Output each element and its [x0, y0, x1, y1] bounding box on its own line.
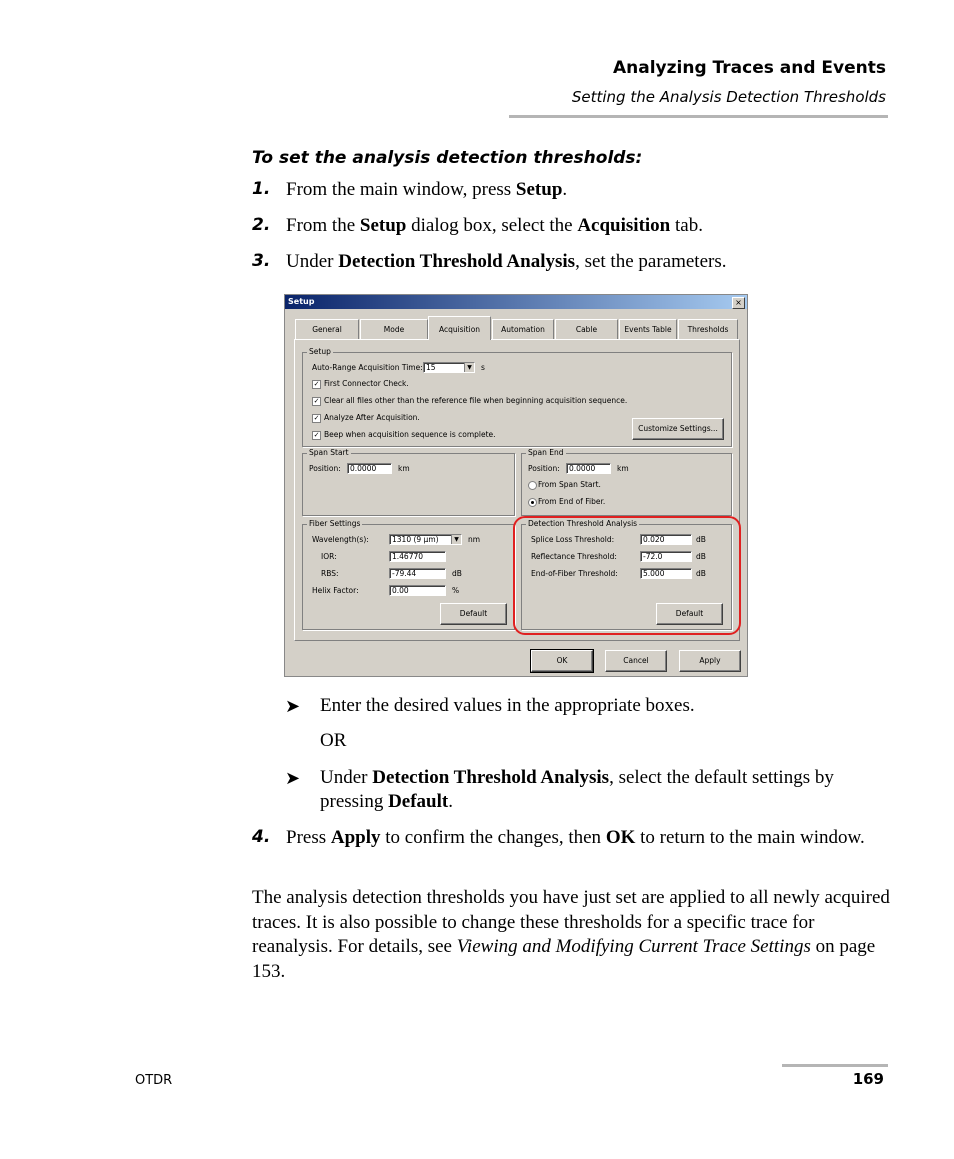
running-header-subtitle: Setting the Analysis Detection Thresholds — [571, 88, 886, 106]
step-bold: Setup — [515, 179, 563, 200]
step-text: , set the parameters. — [575, 251, 727, 272]
tab-automation[interactable]: Automation — [492, 319, 554, 339]
wavelength-select[interactable] — [389, 534, 462, 545]
body-paragraph — [252, 886, 892, 984]
tab-events-table[interactable]: Events Table — [619, 319, 677, 339]
position-label: Position: — [528, 464, 560, 473]
step-bold: OK — [605, 827, 636, 848]
ior-label: IOR: — [321, 552, 337, 561]
fiber-default-button[interactable]: Default — [440, 603, 507, 625]
group-label: Setup — [309, 347, 331, 356]
tab-acquisition[interactable]: Acquisition — [428, 316, 491, 340]
bullet-arrow-icon: ➤ — [285, 768, 301, 788]
step-text: to return to the main window. — [635, 827, 865, 848]
step-2 — [252, 214, 892, 238]
step-1 — [252, 178, 892, 202]
step-number: 1. — [252, 179, 271, 199]
checkbox-label: Beep when acquisition sequence is complete. — [324, 430, 496, 439]
step-4 — [252, 826, 892, 850]
dialog-title: Setup — [288, 297, 315, 306]
radio-from-end-of-fiber[interactable] — [528, 498, 537, 507]
paragraph-text: on page 153. — [252, 936, 876, 982]
group-label: Fiber Settings — [309, 519, 361, 528]
step-number: 3. — [252, 251, 271, 271]
page-number: 169 — [852, 1070, 884, 1088]
unit-label: nm — [468, 535, 481, 544]
paragraph-text: The analysis detection thresholds you have just set are applied to all newly acquired traces. It is also possible to change these thresholds for a specific trace for reanalysis. For details, see — [252, 887, 890, 957]
unit-label: dB — [696, 535, 706, 544]
checkbox-label: Clear all files other than the reference file when beginning acquisition sequence. — [324, 396, 628, 405]
unit-label: dB — [452, 569, 462, 578]
checkbox-beep[interactable]: ✓ — [313, 431, 320, 439]
fiber-settings-group — [302, 519, 515, 630]
splice-loss-label: Splice Loss Threshold: — [531, 535, 615, 544]
splice-loss-input[interactable]: 0.020 — [640, 534, 692, 545]
bullet-text: . — [448, 791, 453, 812]
tab-mode[interactable]: Mode — [360, 319, 428, 339]
rbs-input[interactable]: -79.44 — [389, 568, 446, 579]
unit-label: km — [398, 464, 410, 473]
apply-button[interactable]: Apply — [679, 650, 741, 672]
bullet-arrow-icon: ➤ — [285, 696, 301, 716]
radio-label: From End of Fiber. — [538, 497, 606, 506]
bullet-text: Enter the desired values in the appropriate boxes. — [320, 695, 695, 716]
bullet-item-1 — [285, 694, 890, 718]
end-of-fiber-input[interactable]: 5.000 — [640, 568, 692, 579]
bullet-bold: Default — [388, 791, 449, 812]
procedure-heading: To set the analysis detection thresholds: — [252, 148, 643, 168]
step-bold: Setup — [359, 215, 407, 236]
reflectance-label: Reflectance Threshold: — [531, 552, 617, 561]
tab-general[interactable]: General — [295, 319, 359, 339]
wavelength-value: 1310 (9 µm) — [392, 535, 439, 544]
wavelength-label: Wavelength(s): — [312, 535, 369, 544]
step-bold: Acquisition — [577, 215, 671, 236]
step-text: . — [562, 179, 568, 200]
step-3 — [252, 250, 892, 274]
header-rule — [509, 115, 888, 118]
chevron-down-icon: ▼ — [464, 363, 474, 372]
cross-reference-link[interactable]: Viewing and Modifying Current Trace Settings — [456, 936, 811, 957]
auto-range-label: Auto-Range Acquisition Time: — [312, 363, 423, 372]
customize-settings-button[interactable]: Customize Settings... — [632, 418, 724, 440]
checkbox-first-connector[interactable]: ✓ — [313, 380, 320, 388]
footer-rule — [782, 1064, 888, 1067]
checkbox-label: Analyze After Acquisition. — [324, 413, 420, 422]
bullet-text: Under — [320, 767, 373, 788]
span-start-position-input[interactable]: 0.0000 — [347, 463, 392, 474]
position-label: Position: — [309, 464, 341, 473]
step-text: tab. — [670, 215, 703, 236]
step-text: From the main window, press — [286, 179, 516, 200]
step-text: From the — [286, 215, 360, 236]
tab-thresholds[interactable]: Thresholds — [678, 319, 738, 339]
rbs-label: RBS: — [321, 569, 339, 578]
step-text: dialog box, select the — [406, 215, 578, 236]
unit-label: % — [452, 586, 460, 595]
radio-label: From Span Start. — [538, 480, 601, 489]
detection-highlight-outline — [513, 516, 741, 635]
detection-default-button[interactable]: Default — [656, 603, 723, 625]
step-bold: Apply — [330, 827, 381, 848]
setup-group — [302, 347, 732, 447]
checkbox-clear-files[interactable]: ✓ — [313, 397, 320, 405]
group-label: Span End — [528, 448, 564, 457]
chevron-down-icon: ▼ — [451, 535, 461, 544]
step-text: Under — [286, 251, 339, 272]
group-label: Detection Threshold Analysis — [528, 519, 638, 528]
bullet-bold: Detection Threshold Analysis — [372, 767, 610, 788]
checkbox-label: First Connector Check. — [324, 379, 409, 388]
close-icon[interactable]: × — [732, 297, 745, 309]
tab-cable[interactable]: Cable — [555, 319, 618, 339]
reflectance-input[interactable]: -72.0 — [640, 551, 692, 562]
radio-from-span-start[interactable] — [528, 481, 537, 490]
unit-label: dB — [696, 552, 706, 561]
bullet-item-2 — [285, 766, 890, 814]
ok-button[interactable]: OK — [531, 650, 593, 672]
or-separator: OR — [320, 730, 347, 751]
unit-label: dB — [696, 569, 706, 578]
setup-dialog — [284, 294, 748, 677]
span-start-group — [302, 448, 515, 516]
dialog-title-bar — [285, 295, 747, 309]
end-of-fiber-label: End-of-Fiber Threshold: — [531, 569, 618, 578]
group-label: Span Start — [309, 448, 349, 457]
cancel-button[interactable]: Cancel — [605, 650, 667, 672]
span-end-group — [521, 448, 732, 516]
running-header-title: Analyzing Traces and Events — [612, 58, 886, 78]
bullet-text: , select the default settings by pressing — [320, 767, 834, 812]
step-bold: Detection Threshold Analysis — [338, 251, 576, 272]
auto-range-unit: s — [481, 363, 485, 372]
span-end-position-input[interactable]: 0.0000 — [566, 463, 611, 474]
helix-factor-input[interactable]: 0.00 — [389, 585, 446, 596]
auto-range-select[interactable] — [423, 362, 475, 373]
auto-range-value: 15 — [426, 363, 436, 372]
ior-input[interactable]: 1.46770 — [389, 551, 446, 562]
helix-factor-label: Helix Factor: — [312, 586, 359, 595]
step-number: 4. — [252, 827, 271, 847]
unit-label: km — [617, 464, 629, 473]
step-text: Press — [286, 827, 331, 848]
step-text: to confirm the changes, then — [380, 827, 606, 848]
checkbox-analyze-after[interactable]: ✓ — [313, 414, 320, 422]
step-number: 2. — [252, 215, 271, 235]
footer-product: OTDR — [135, 1073, 173, 1088]
